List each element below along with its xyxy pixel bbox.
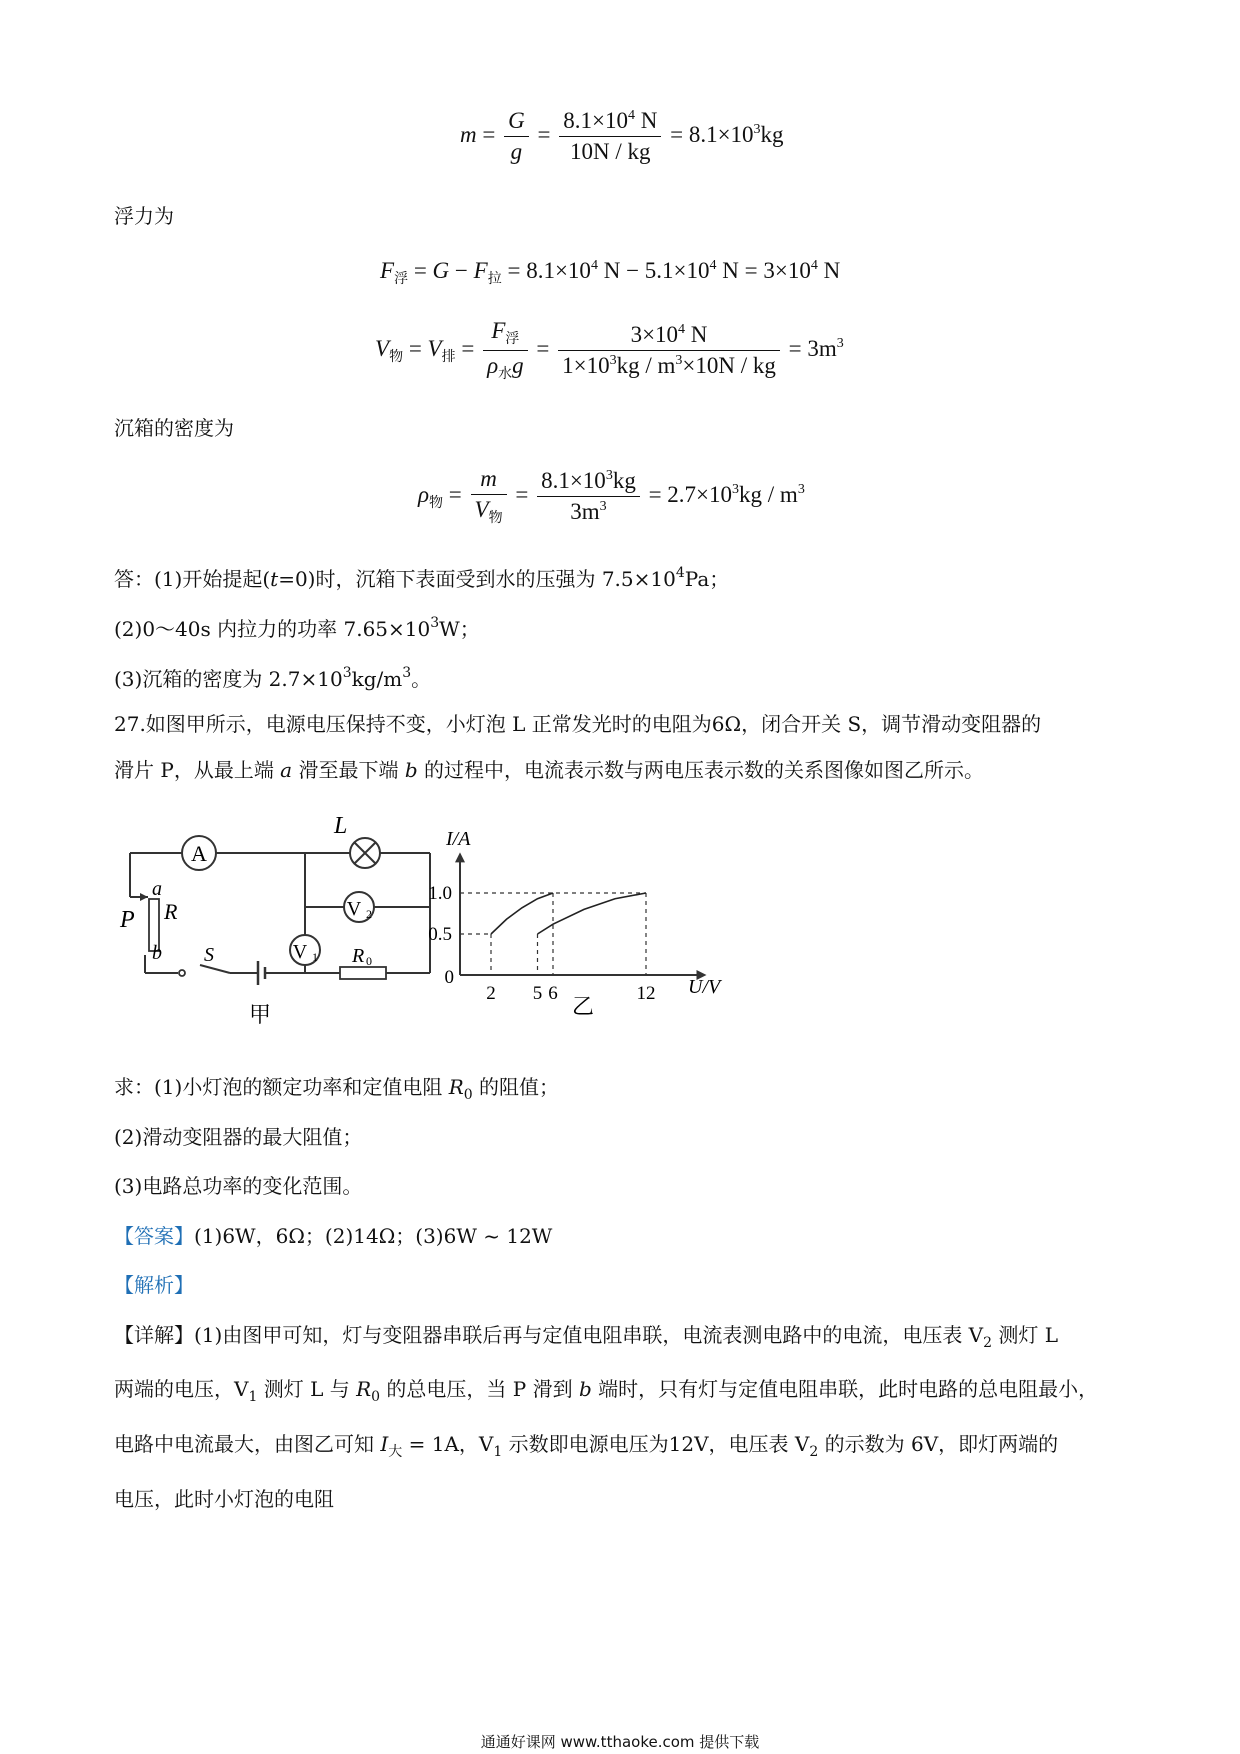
eq-vol-f2-num: 3×10 [630,322,679,347]
eq-den-result-exp: 3 [732,481,740,497]
slider-label: P [120,907,135,933]
eq-buoy-v2-exp: 4 [709,258,717,273]
question-1-post: 的阻值； [472,1075,560,1099]
answer-key-text: (1)6W，6Ω；(2)14Ω；(3)6W ~ 12W [194,1224,553,1248]
fraction-weight-over-g [559,108,661,165]
slider-arrow-icon [140,893,148,901]
question-1-pre: 求：(1)小灯泡的额定功率和定值电阻 [114,1075,449,1099]
problem-27-line-2-c: 的过程中，电流表示数与两电压表示数的关系图像如图乙所示。 [417,758,984,782]
eq-buoy-sub-fu: 浮 [394,272,409,287]
detail-line-1 [114,1321,1058,1357]
question-3: (3)电路总功率的变化范围。 [114,1174,363,1198]
eq-vol-f1-den-sub: 水 [498,367,513,382]
detail-line-2-d: 端时，只有灯与定值电阻串联，此时电路的总电阻最小， [591,1377,1099,1401]
answer-3-pre: (3)沉箱的密度为 2.7×10 [114,667,343,691]
answer-key [114,1222,552,1250]
eq-buoy-f: F [380,258,395,283]
chart-caption: 乙 [572,994,595,1019]
eq-buoy-v1-unit: N [597,258,621,283]
detail-line-2-r: R [356,1377,372,1401]
problem-27-a: a [280,758,293,782]
detail-line-2-sub1: 1 [248,1389,258,1405]
eq-mass-f1-num: G [508,108,525,133]
eq-vol-f1-num-sub: 浮 [505,332,520,347]
eq-den-f2-num-exp: 3 [605,468,613,483]
eq-buoy-v3: 3×10 [763,258,811,283]
answer-2-exp: 3 [430,615,440,631]
detail-line-2-c: 的总电压，当 P 滑到 [380,1377,579,1401]
eq-vol-rho: ρ [487,353,499,378]
eq-mass-f2-den: 10N / kg [559,136,661,165]
eq-den-result: 2.7×10 [667,481,733,507]
x-tick-label: 5 [532,983,543,1004]
detail-line-2-b-it: b [578,1377,592,1401]
answer-line-3 [114,659,431,693]
eq-buoy-v1-exp: 4 [590,258,598,273]
eq-mass-f2-num: 8.1×10 [563,108,628,133]
eq-mass-lhs: m [460,121,477,147]
eq-den-result-unit: kg / m [739,481,798,507]
v1-sub: 1 [312,950,318,964]
eq-vol-v: V [375,335,390,361]
eq-den-result-exp2: 3 [797,481,805,497]
y-tick-label: 1.0 [428,883,452,904]
detail-line-3 [114,1430,1058,1466]
equation-mass: m = $\frac{G}{g}$ = $\frac{8.1\times 10^4 N}{10N / kg}$ = $8.1\times 10^3kg$ [460,108,784,164]
answer-3-post: 。 [411,667,432,691]
label-density: 沉箱的密度为 [114,416,234,440]
answer-1-t: t [270,567,279,591]
y-axis-arrow-icon [455,852,465,862]
chart-plot-area [428,852,706,1004]
eq-mass-result-exp: 3 [753,121,761,137]
eq-vol-sub-pai: 排 [441,349,456,365]
series-line-1 [491,893,553,934]
eq-buoy-v2-unit: N [716,258,739,283]
eq-mass-f2-unit: N [634,108,658,133]
series-line-2 [538,893,647,934]
eq-buoy-g: G [432,258,450,283]
answer-key-label: 【答案】 [114,1224,194,1248]
v2-label: V [346,898,362,920]
eq-vol-f2-num-unit: N [685,322,708,347]
answer-1-post: Pa； [684,567,730,591]
rheostat-label: R [164,899,178,924]
fraction-mass-over-volume [537,468,640,525]
eq-den-f1-den: V [474,497,489,522]
eq-den-f2-den-exp: 3 [599,499,607,514]
eq-den-f1-num: m [480,466,497,491]
eq-den-f2-num: 8.1×10 [541,468,606,493]
eq-mass-f2-exp: 4 [627,108,635,123]
answer-2-pre: (2)0～40s 内拉力的功率 7.65×10 [114,617,431,641]
r0-label: R [352,945,365,967]
equation-density: $\rho_物$ = $\frac{m}{V_物}$ = $\frac{8.1\times 10^3kg}{3m^3}$ = $2.7\times 10^3kg / m^3$ [418,466,805,526]
switch-contact [179,970,185,976]
detail-line-3-sub1: 1 [493,1444,503,1460]
answer-line-1 [114,559,729,593]
y-tick-label: 0.5 [428,924,452,945]
answer-line-2 [114,609,480,643]
answer-1-mid: =0)时，沉箱下表面受到水的压强为 7.5×10 [278,567,676,591]
detail-line-3-c: 示数即电源电压为12V，电压表 V [502,1432,810,1456]
answer-3-exp2: 3 [402,665,412,681]
eq-vol-result: 3m [807,335,837,361]
origin-label: 0 [444,967,454,988]
fraction-buoyancy-over-rho-g: $\frac{F_浮}{\rho_水g}$ [483,318,528,383]
x-tick-label: 12 [636,983,656,1004]
detail-line-2-b: 测灯 L 与 [257,1377,357,1401]
detail-line-3-i: I [380,1432,389,1456]
question-1-sub: 0 [463,1087,473,1103]
problem-27-line-2-b: 滑至最下端 [292,758,405,782]
question-2: (2)滑动变阻器的最大阻值； [114,1125,363,1149]
eq-vol-sub-wu: 物 [389,349,404,365]
detail-line-1-sub: 2 [983,1335,993,1351]
eq-den-f1-den-sub: 物 [488,511,503,526]
eq-den-f2-den: 3m [570,499,600,524]
eq-vol-f2-den-c: ×10N / kg [682,353,776,378]
problem-27-b: b [404,758,418,782]
v1-label: V [292,941,308,963]
detail-label: 【详解】 [114,1323,194,1347]
question-1 [114,1073,559,1109]
eq-vol-g: g [512,353,524,378]
footer-text: 通通好课网 www.tthaoke.com 提供下载 [480,1733,760,1751]
detail-line-4: 电压，此时小灯泡的电阻 [114,1487,334,1511]
detail-line-3-sub: 大 [388,1444,403,1460]
equation-volume: $V_物 = V_排$ = $\frac{F_浮}{\rho_水g}$ = $\frac{3\times 10^4 N}{1\times 10^3kg / m^3\times 10N / kg}$ = $3m^3$ [375,318,844,382]
analysis-label: 【解析】 [114,1273,194,1297]
x-tick-label: 2 [486,983,496,1004]
eq-vol-f2-num-exp: 4 [678,322,686,337]
chart-xlabel: U/V [688,976,721,998]
terminal-b-label: b [152,942,162,964]
detail-line-3-b: = 1A，V [402,1432,494,1456]
fraction-force-over-density [558,322,780,379]
eq-buoy-v3-exp: 4 [810,258,818,273]
x-tick-label: 6 [548,983,558,1004]
eq-den-sub-wu: 物 [429,495,444,511]
eq-mass-result: 8.1×10 [688,121,754,147]
eq-vol-f2-den-b: kg / m [616,353,676,378]
problem-27-line-2 [114,756,984,784]
eq-den-f2-num-unit: kg [612,468,636,493]
r0-sub: 0 [366,954,372,968]
detail-line-3-sub2: 2 [809,1444,819,1460]
answer-3-exp: 3 [342,665,352,681]
eq-vol-f2-den-exp1: 3 [609,353,617,368]
detail-line-3-d: 的示数为 6V，即灯两端的 [818,1432,1059,1456]
iu-chart [428,815,740,1030]
detail-line-2-a: 两端的电压，V [114,1377,249,1401]
ammeter-label: A [191,841,207,866]
fraction-g-over-g [504,108,529,165]
label-buoyancy: 浮力为 [114,204,174,228]
detail-line-1-post: 测灯 L [992,1323,1059,1347]
eq-den-rho: ρ [418,481,430,507]
detail-line-1-text: (1)由图甲可知，灯与变阻器串联后再与定值电阻串联，电流表测电路中的电流，电压表 V [194,1323,984,1347]
eq-buoy-v1: 8.1×10 [526,258,591,283]
answer-1-exp: 4 [675,565,685,581]
eq-mass-f1-den: g [510,139,523,164]
eq-mass-result-unit: kg [760,121,784,147]
detail-line-2-sub2: 0 [371,1389,381,1405]
circuit-diagram [120,815,450,1030]
problem-27-line-1: 27.如图甲所示，电源电压保持不变，小灯泡 L 正常发光时的电阻为6Ω，闭合开关 S，调节滑动变阻器的 [114,712,1042,736]
fraction-m-over-v [471,466,507,527]
problem-27-line-2-a: 滑片 P，从最上端 [114,758,281,782]
eq-vol-result-exp: 3 [836,335,844,351]
answer-3-mid: kg/m [351,667,403,691]
switch-label: S [204,944,214,966]
v2-sub: 2 [366,907,372,921]
eq-vol-v2: V [427,335,442,361]
eq-buoy-sub-la: 拉 [487,272,502,287]
equation-buoyancy: $F_浮 = G - F_拉 = 8.1\times 10^4$ $N - 5.1\times 10^4$ $N = 3\times 10^4$ N [380,258,841,287]
terminal-a-label: a [152,878,162,900]
answer-1-pre: 答：(1)开始提起( [114,567,271,591]
lamp-label: L [334,813,348,839]
detail-line-3-a: 电路中电流最大，由图乙可知 [114,1432,381,1456]
eq-buoy-v3-unit: N [817,258,841,283]
eq-buoy-f2: F [473,258,488,283]
eq-vol-f2-den-a: 1×10 [562,353,610,378]
chart-ylabel: I/A [446,828,471,850]
eq-buoy-v2: 5.1×10 [644,258,710,283]
eq-vol-f2-den-exp2: 3 [675,353,683,368]
circuit-caption: 甲 [248,1002,272,1027]
question-1-r: R [448,1075,464,1099]
answer-2-post: W； [439,617,480,641]
detail-line-2 [114,1375,1098,1411]
